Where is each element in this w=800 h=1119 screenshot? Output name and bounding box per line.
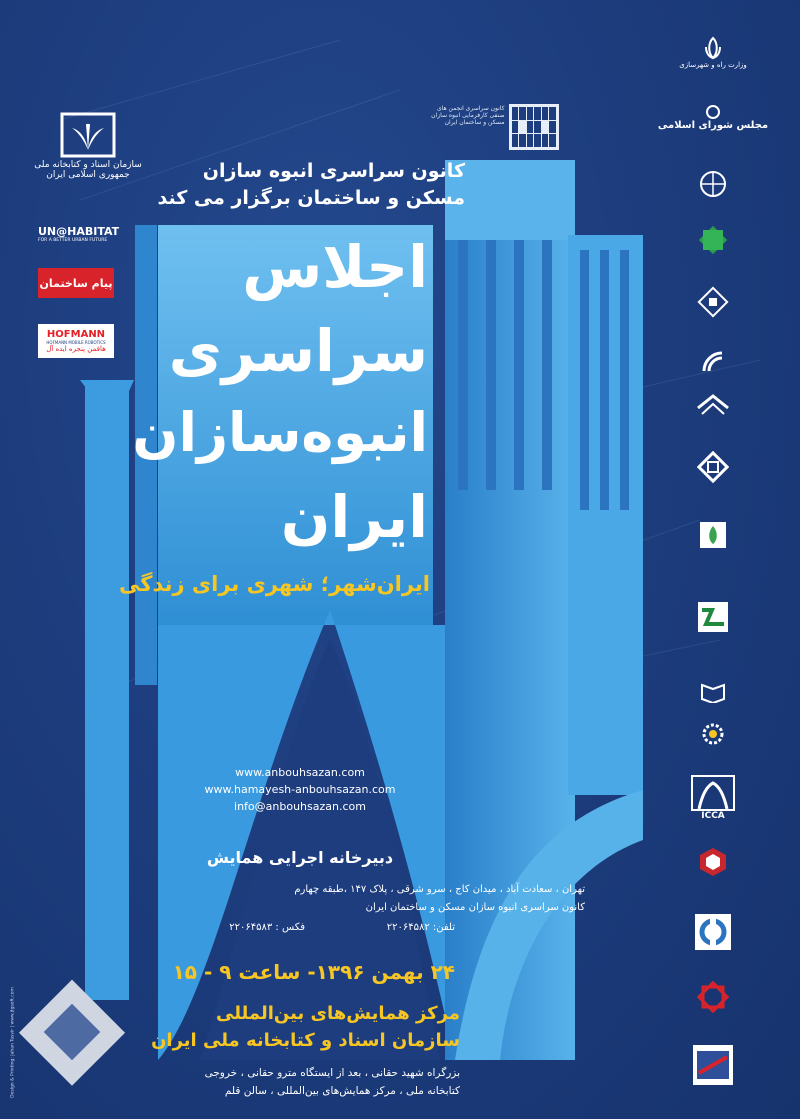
ring-mark-icon <box>693 912 733 952</box>
gear-flower-icon <box>698 719 728 749</box>
organizer-line-2: مسکن و ساختمان برگزار می کند <box>157 187 465 209</box>
association-logo-text-2: صنفی کارفرمایی انبوه سازان <box>431 112 505 119</box>
website-1[interactable]: www.anbouhsazan.com <box>235 766 365 779</box>
payam-text: پیام ساختمان <box>39 276 113 290</box>
icca-text: ICCA <box>701 811 725 821</box>
association-logo-text-3: مسکن و ساختمان ایران <box>444 119 505 126</box>
event-directions-1: بزرگراه شهید حقانی ، بعد از ایستگاه مترو حقانی ، خروجی <box>204 1067 460 1079</box>
main-title-line-3: انبوه‌سازان <box>132 401 428 464</box>
arch-icon <box>691 775 735 811</box>
sponsor-logo-8 <box>688 445 738 489</box>
signal-icon <box>700 349 726 375</box>
ministry-text: وزارت راه و شهرسازی <box>679 61 747 69</box>
roof-icon <box>696 392 730 422</box>
secretariat-address-1: تهران ، سعادت آباد ، میدان کاج ، سرو شرقی ، پلاک ۱۴۷ ،طبقه چهارم <box>294 884 585 895</box>
sponsor-logo-9 <box>688 513 738 557</box>
nlai-logo <box>34 100 142 190</box>
secretariat-address-2: کانون سراسری انبوه سازان مسکن و ساختمان ایران <box>365 902 585 913</box>
secretariat-heading: دبیرخانه اجرایی همایش <box>206 848 394 867</box>
book-icon <box>700 681 726 703</box>
association-logo <box>431 103 560 151</box>
association-logo-text-1: کانون سراسری انجمن های <box>436 105 505 112</box>
leaf-emblem-icon <box>58 110 118 160</box>
stripes-box-icon <box>691 1043 735 1087</box>
organizer-line-1: کانون سراسری انبوه سازان <box>202 160 465 182</box>
sponsor-logo-5 <box>688 280 738 324</box>
nlai-text-2: جمهوری اسلامی ایران <box>46 170 130 180</box>
design-credit: Design & Printing: Jahan Tasvir | www.jtgsoft.com <box>10 987 16 1098</box>
sponsor-logo-15 <box>688 905 738 959</box>
email-link[interactable]: info@anbouhsazan.com <box>234 800 366 813</box>
event-date-time: ۲۴ بهمن ۱۳۹۶- ساعت ۹ - ۱۵ <box>172 960 455 984</box>
hofmann-text: HOFMANN <box>46 329 106 340</box>
iran-emblem-icon <box>700 35 726 61</box>
sponsor-logo-6 <box>688 340 738 384</box>
website-2[interactable]: www.hamayesh-anbouhsazan.com <box>204 783 396 796</box>
globe-icon <box>698 169 728 199</box>
icca-logo <box>688 770 738 826</box>
grid-diamond-icon <box>697 286 729 318</box>
majlis-logo <box>657 95 769 139</box>
secretariat-phone: تلفن: ۲۲۰۶۴۵۸۲ <box>386 922 455 933</box>
sponsor-logo-12 <box>688 712 738 756</box>
sponsor-logo-3 <box>688 162 738 206</box>
event-venue-1: مرکز همایش‌های بین‌المللی <box>216 1003 460 1024</box>
main-title-line-2: سراسری <box>168 317 428 385</box>
hofmann-subtext: HOFMANN MOBILE ROBOTICS <box>46 340 106 345</box>
hexagon-badge-icon <box>697 846 729 878</box>
red-star-icon <box>696 980 730 1014</box>
left-column <box>85 380 129 1000</box>
sponsor-logo-10 <box>688 595 738 639</box>
main-title-line-4: ایران <box>280 483 428 551</box>
sponsor-logo-17 <box>688 1040 738 1090</box>
sponsor-logo-4 <box>688 218 738 262</box>
slogan: ایران‌شهر؛ شهری برای زندگی <box>119 572 430 596</box>
event-directions-2: کتابخانه ملی ، مرکز همایش‌های بین‌المللی ، سالن قلم <box>224 1085 460 1097</box>
ministry-logo <box>679 30 747 74</box>
unhabitat-text: UN@HABITAT <box>38 225 120 238</box>
unhabitat-logo <box>38 222 118 246</box>
star-badge-icon <box>696 223 730 257</box>
nlai-text-1: سازمان اسناد و کتابخانه ملی <box>34 160 142 170</box>
hofmann-logo <box>38 324 114 358</box>
flame-box-icon <box>697 519 729 551</box>
payam-logo <box>38 268 114 298</box>
secretariat-fax: فکس : ۲۲۰۶۴۵۸۳ <box>229 922 305 933</box>
hofmann-fa-text: هافمن پنجره ایده آل <box>46 345 106 353</box>
main-title-line-1: اجلاس <box>242 233 428 301</box>
knot-icon <box>697 451 729 483</box>
emblem-small-icon <box>705 104 721 120</box>
sponsor-logo-11 <box>688 670 738 714</box>
sponsor-logo-7 <box>688 385 738 429</box>
zigzag-icon <box>696 600 730 634</box>
majlis-text: مجلس شورای اسلامی <box>657 119 769 131</box>
building-icon <box>509 104 559 150</box>
sponsor-logo-16 <box>688 975 738 1019</box>
sponsor-logo-14 <box>688 840 738 884</box>
unhabitat-subtext: FOR A BETTER URBAN FUTURE <box>38 238 108 243</box>
event-venue-2: سازمان اسناد و کتابخانه ملی ایران <box>151 1030 460 1051</box>
